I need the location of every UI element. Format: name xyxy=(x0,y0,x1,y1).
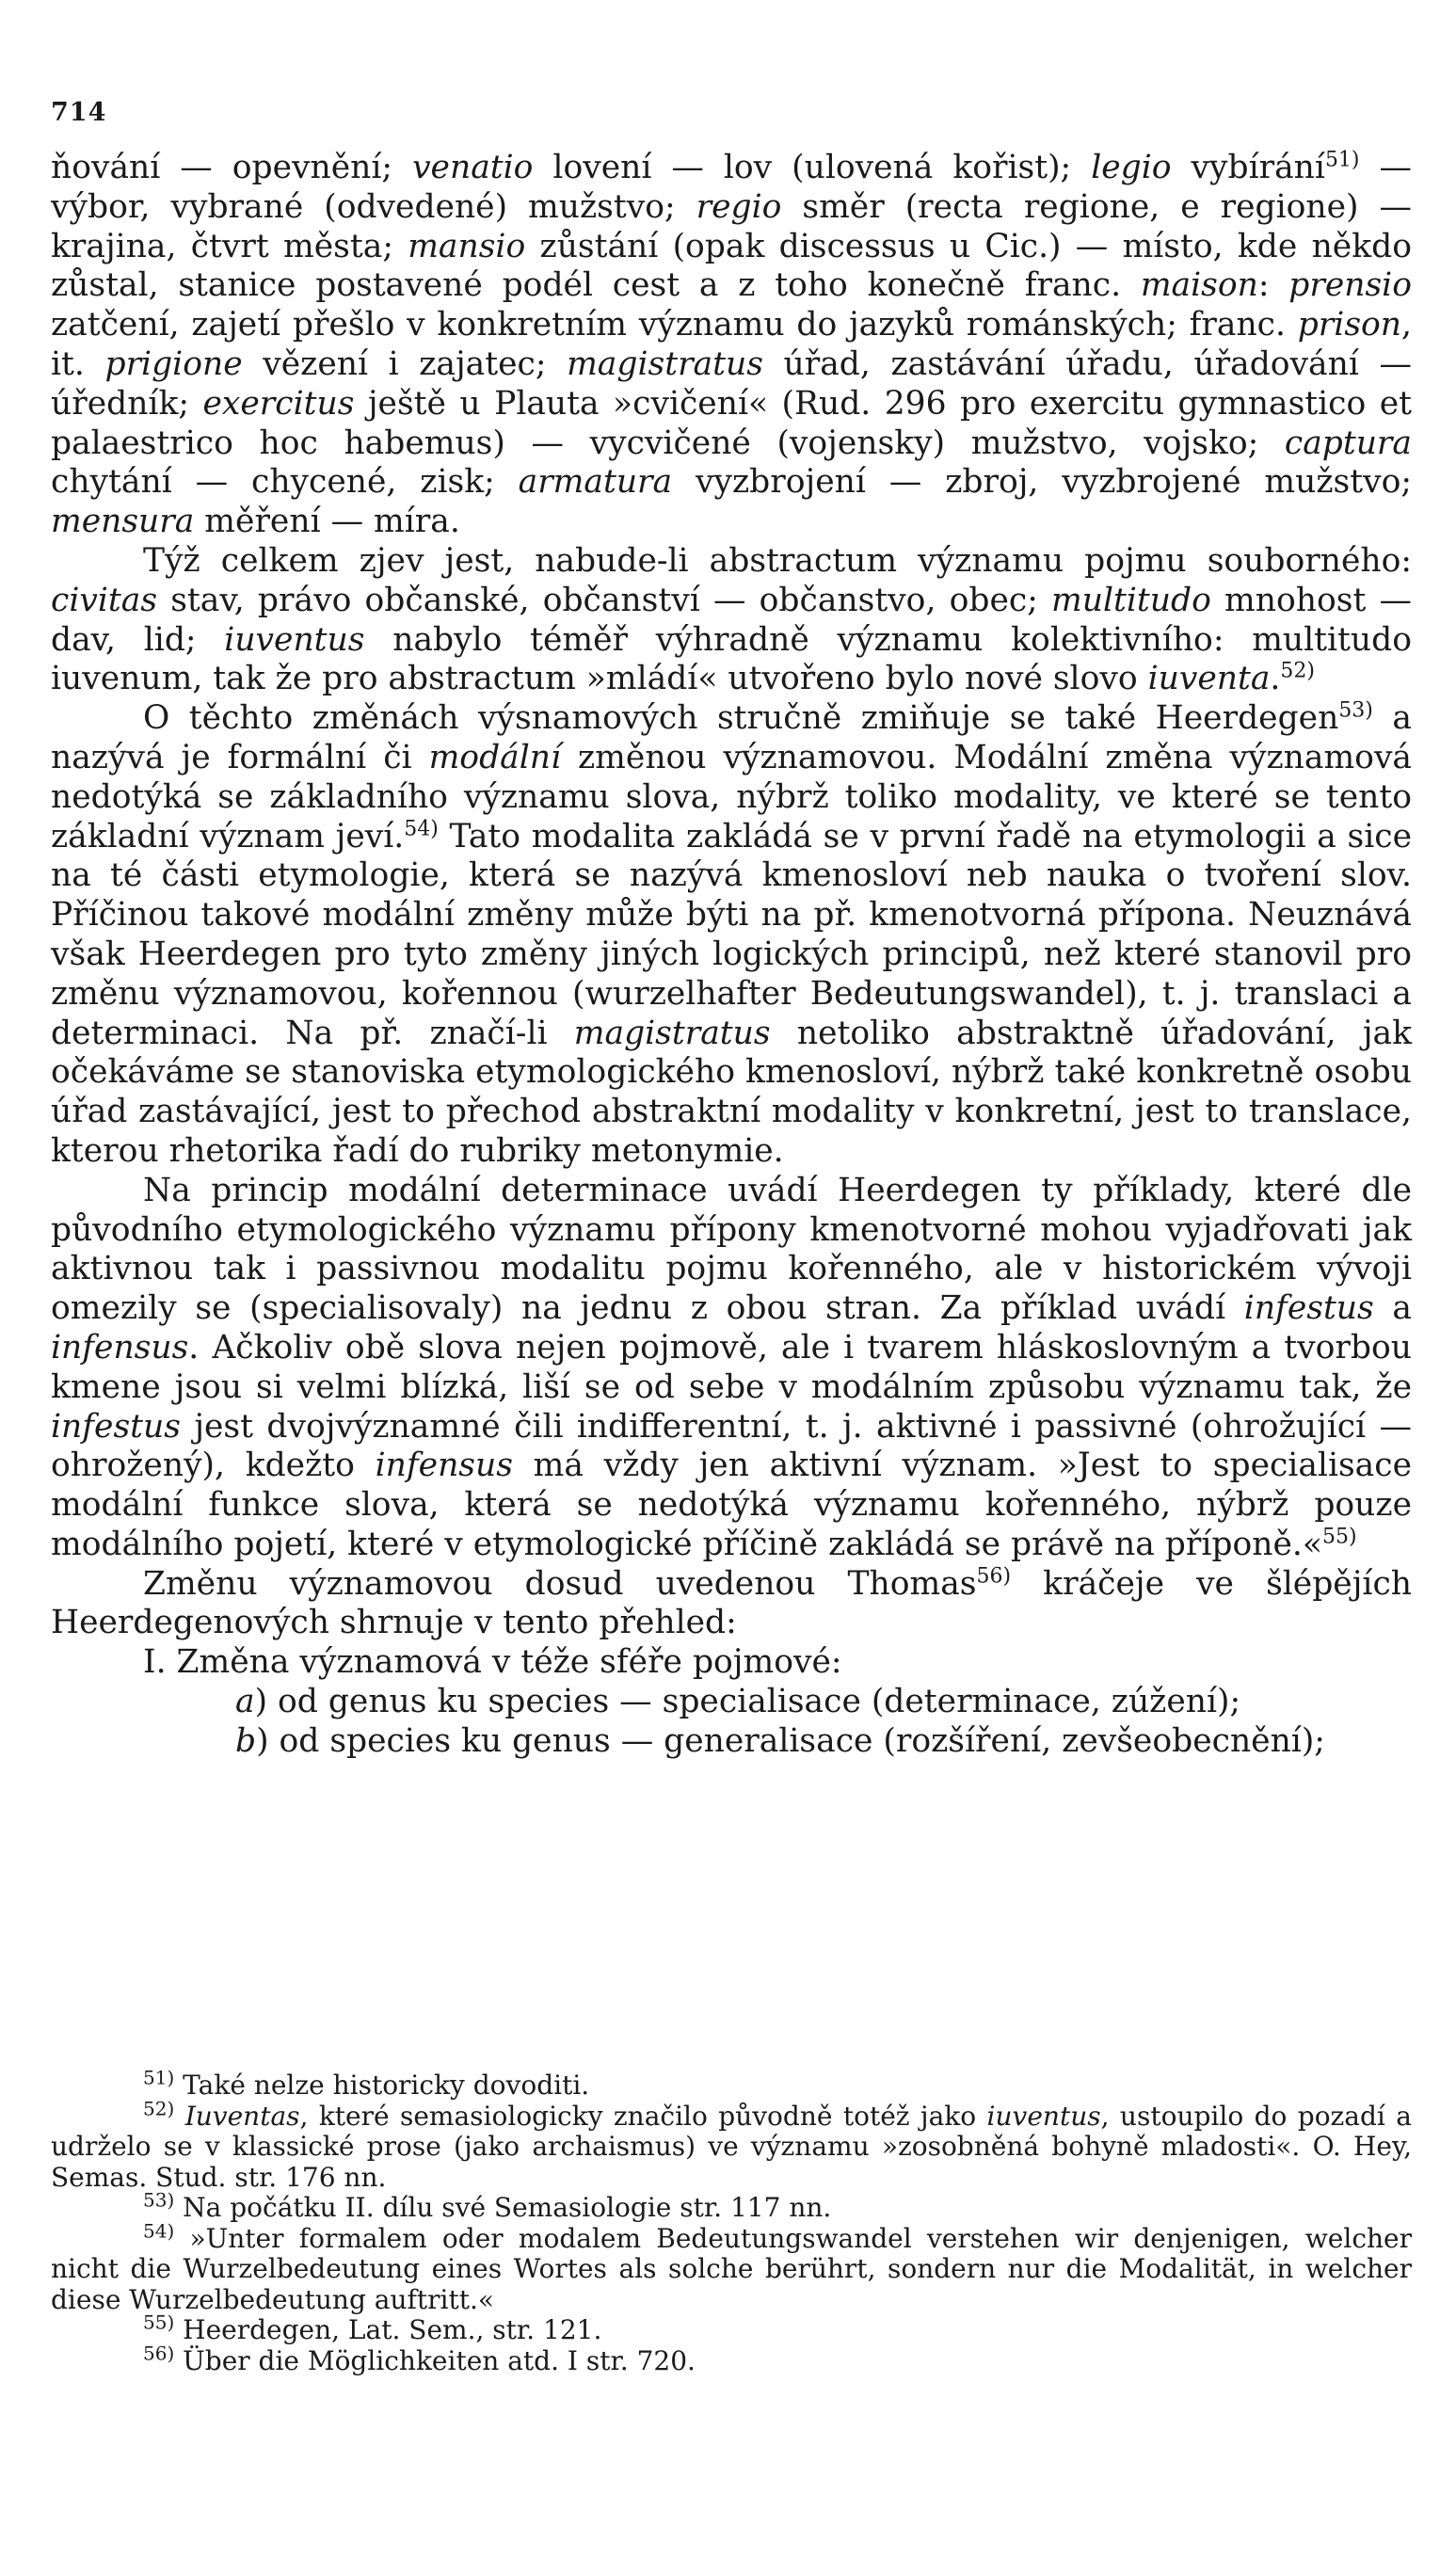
text-run: vybírání xyxy=(1171,149,1325,186)
italic-term: prensio xyxy=(1288,266,1412,305)
italic-term: civitas xyxy=(51,581,158,619)
main-text xyxy=(51,149,1412,1762)
footnote xyxy=(51,2188,1412,2224)
italic-term: magistratus xyxy=(567,344,763,383)
italic-term: venatio xyxy=(412,149,534,186)
footnote-ref: 54) xyxy=(404,817,439,841)
text-run: změnou významovou. Modální změna významová nedotýká se základního významu slova, nýbrž toliko modality, ve které se tento základní význam jeví. xyxy=(51,738,1413,855)
text-run: Heerdegen, Lat. Sem., str. 121. xyxy=(174,2314,602,2345)
footnote-ref: 52) xyxy=(1280,659,1315,683)
footnote xyxy=(51,2342,1412,2377)
text-run: a xyxy=(1373,1289,1412,1328)
list-item xyxy=(51,1722,1412,1762)
list-item xyxy=(51,1683,1412,1722)
text-run: jest dvojvýznamné čili indifferentní, t. j. aktivné i passivné (ohrožující — ohrožený), kdežto xyxy=(51,1407,1412,1485)
footnote xyxy=(51,2219,1412,2316)
footnote xyxy=(51,2310,1412,2346)
text-run: Na počátku II. dílu své Semasiologie str. 117 nn. xyxy=(174,2192,832,2223)
footnote-ref: 51) xyxy=(1324,148,1360,172)
text-run: Také nelze historicky dovoditi. xyxy=(174,2070,590,2101)
text-run: Změnu významovou dosud uvedenou Thomas xyxy=(143,1564,977,1603)
text-run: Na princip modální determinace uvádí Heerdegen ty příklady, které dle původního etymologického významu přípony kmenotvorné mohou vyjadřovati jak aktivnou tak i passivnou modalitu pojmu kořenného, ale v historickém vývoji omezily se (specialisovaly) na jednu z obou stran. Za příklad uvádí xyxy=(51,1171,1412,1328)
text-run: , které semasiologicky značilo původně totéž jako xyxy=(299,2100,987,2132)
italic-term: prigione xyxy=(104,344,243,383)
text-run: , it. xyxy=(51,306,1412,383)
italic-term: iuventus xyxy=(986,2100,1101,2132)
italic-term: infestus xyxy=(1243,1289,1374,1328)
text-run: mnohost — dav, lid; xyxy=(51,581,1413,659)
text-run: ňování — opevnění; xyxy=(51,149,413,186)
page-number: 714 xyxy=(51,98,107,127)
italic-term: infensus xyxy=(51,1328,189,1367)
paragraph xyxy=(51,149,1412,542)
text-run: Über die Möglichkeiten atd. I str. 720. xyxy=(174,2344,696,2376)
text-run: I. Změna významová v téže sféře pojmové: xyxy=(143,1643,842,1682)
text-run: ) od genus ku species — specialisace (determinace, zúžení); xyxy=(254,1683,1241,1721)
footnote-ref: 56) xyxy=(976,1564,1012,1589)
italic-term: b xyxy=(235,1721,257,1760)
text-run: — výbor, vybrané (odvedené) mužstvo; xyxy=(51,149,1413,226)
footnote-mark: 54) xyxy=(143,2219,175,2243)
italic-term: magistratus xyxy=(573,1014,771,1052)
footnote-ref: 53) xyxy=(1338,698,1373,723)
text-run: , ustoupilo do pozadí a udrželo se v klassické prose (jako archaismus) ve významu »zosobněná bohyně mladosti«. O. Hey, Semas. Stud. str. 176 nn. xyxy=(51,2100,1412,2193)
footnote-mark: 55) xyxy=(143,2310,175,2334)
text-run: směr (recta regione, e regione) — krajina, čtvrt města; xyxy=(51,187,1412,265)
italic-term: multitudo xyxy=(1051,581,1211,619)
text-run: měření — míra. xyxy=(194,503,460,541)
footnotes xyxy=(51,2066,1412,2376)
text-run: nabylo téměř výhradně významu kolektivního: multitudo iuvenum, tak že pro abstractum »mládí« utvořeno bylo nové slovo xyxy=(51,620,1412,698)
list-heading xyxy=(51,1643,1412,1683)
footnote-ref: 55) xyxy=(1321,1525,1357,1549)
italic-term: exercitus xyxy=(202,384,355,423)
text-run: zatčení, zajetí přešlo v konkretním významu do jazyků románských; franc. xyxy=(51,306,1298,344)
footnote-mark: 52) xyxy=(143,2097,175,2120)
italic-term: regio xyxy=(696,187,782,226)
paragraph xyxy=(51,699,1412,1172)
text-run: vězení i zajatec; xyxy=(242,344,568,383)
italic-term: a xyxy=(235,1683,255,1721)
italic-term: iuventa xyxy=(1147,660,1271,698)
text-run: a nazývá je formální či xyxy=(51,699,1412,776)
italic-term: Iuventas xyxy=(184,2100,300,2132)
text-run: : xyxy=(1257,266,1289,305)
italic-term: iuventus xyxy=(224,620,365,659)
text-run: netoliko abstraktně úřadování, jak očekáváme se stanoviska etymologického kmenosloví, nýbrž také konkretně osobu úřad zastávající, jest to přechod abstraktní modality v konkretní, jest to translace, kterou rhetorika řadí do rubriky metonymie. xyxy=(51,1014,1412,1170)
italic-term: legio xyxy=(1091,149,1172,186)
italic-term: maison xyxy=(1140,266,1258,305)
text-run xyxy=(174,2101,184,2132)
text-run: kráčeje ve šlépějích Heerdegenových shrnuje v tento přehled: xyxy=(51,1564,1412,1642)
text-run: ještě u Plauta »cvičení« (Rud. 296 pro exercitu gymnastico et palaestrico hoc habemus) — vycvičené (vojensky) mužstvo, vojsko; xyxy=(51,384,1413,462)
footnote xyxy=(51,2066,1412,2102)
italic-term: infensus xyxy=(375,1447,513,1485)
italic-term: captura xyxy=(1284,424,1412,462)
text-run: ) od species ku genus — generalisace (rozšíření, zevšeobecnění); xyxy=(256,1721,1325,1760)
text-run: stav, právo občanské, občanství — občanstvo, obec; xyxy=(157,581,1052,619)
text-run: vyzbrojení — zbroj, vyzbrojené mužstvo; xyxy=(672,463,1412,502)
text-run: Tato modalita zakládá se v první řadě na etymologii a sice na té části etymologie, která se nazývá kmenosloví neb nauka o tvoření slov. Příčinou takové modální změny může býti na př. kmenotvorná přípona. Neuznává však Heerdegen pro tyto změny jiných logických principů, než které stanovil pro změnu významovou, kořennou (wurzelhafter Bedeutungswandel), t. j. translaci a determinaci. Na př. značí-li xyxy=(51,817,1412,1052)
paragraph xyxy=(51,1172,1412,1565)
text-run: úřad, zastávání úřadu, úřadování — úředník; xyxy=(51,344,1412,423)
italic-term: infestus xyxy=(51,1407,181,1446)
paragraph xyxy=(51,542,1412,699)
text-run: . Ačkoliv obě slova nejen pojmově, ale i tvarem hláskoslovným a tvorbou kmene jsou si velmi blízká, liší se od sebe v modálním způsobu významu tak, že xyxy=(51,1328,1412,1406)
italic-term: modální xyxy=(428,738,562,776)
text-run: »Unter formalem oder modalem Bedeutungswandel verstehen wir denjenigen, welcher nicht die Wurzelbedeutung eines Wortes als solche berührt, sondern nur die Modalität, in welcher diese Wurzelbedeutung auftritt.« xyxy=(51,2222,1412,2315)
italic-term: prison xyxy=(1297,306,1402,344)
text-run: lovení — lov (ulovená kořist); xyxy=(533,149,1092,186)
paragraph xyxy=(51,1565,1412,1644)
footnote-mark: 51) xyxy=(143,2066,175,2089)
text-run: chytání — chycené, zisk; xyxy=(51,463,519,502)
italic-term: mensura xyxy=(51,503,195,541)
footnote xyxy=(51,2097,1412,2194)
italic-term: armatura xyxy=(518,463,673,502)
text-run: zůstání (opak discessus u Cic.) — místo, kde někdo zůstal, stanice postavené podél cest a z toho konečně franc. xyxy=(51,227,1412,305)
text-run: O těchto změnách výsnamových stručně zmiňuje se také Heerdegen xyxy=(143,699,1339,738)
italic-term: mansio xyxy=(408,227,526,265)
text-run: . xyxy=(1270,660,1281,698)
text-run: Týž celkem zjev jest, nabude-li abstractum významu pojmu souborného: xyxy=(143,541,1412,580)
footnote-mark: 56) xyxy=(143,2342,175,2365)
text-run: má vždy jen aktivní význam. »Jest to specialisace modální funkce slova, která se nedotýká významu kořenného, nýbrž pouze modálního pojetí, které v etymologické příčině zakládá se právě na příponě.« xyxy=(51,1447,1412,1563)
footnote-mark: 53) xyxy=(143,2188,175,2212)
